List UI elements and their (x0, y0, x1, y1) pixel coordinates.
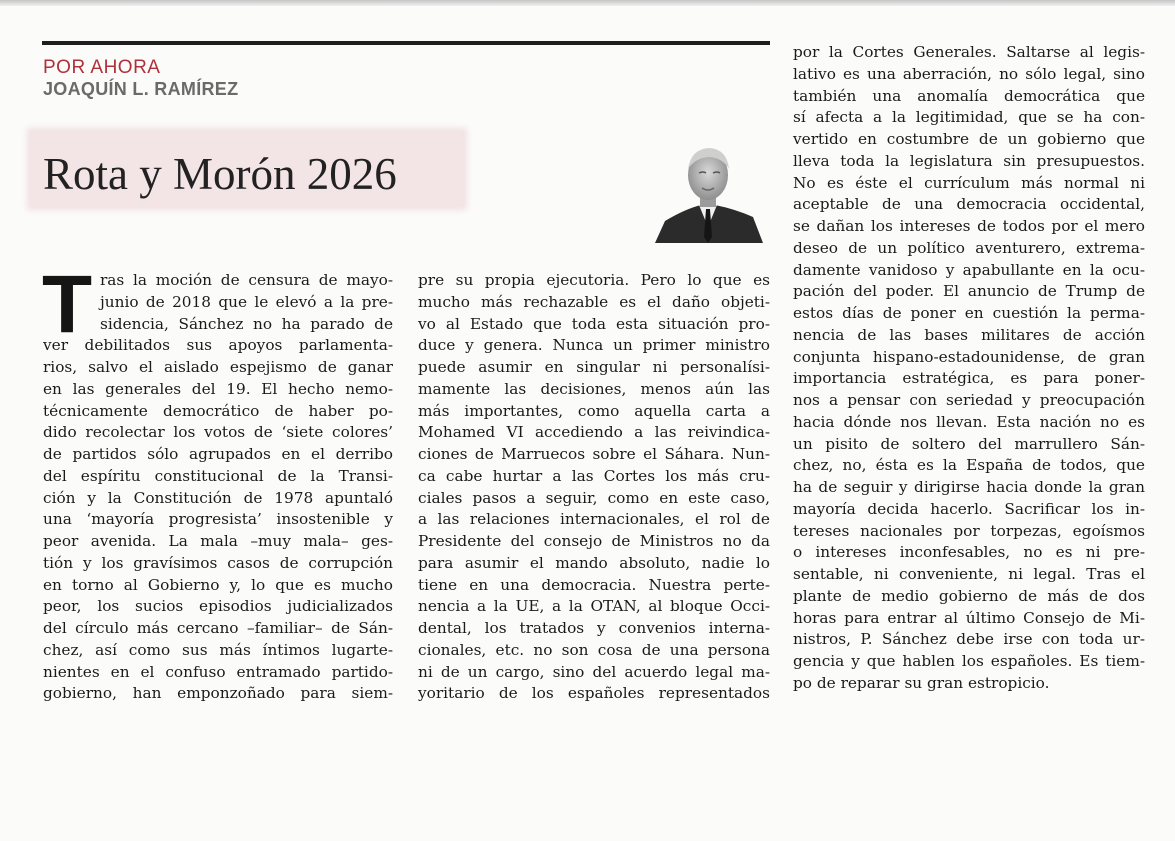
article-column-1 (43, 270, 393, 705)
text-line-last: po de reparar su gran estropicio. (793, 673, 1050, 692)
text-line: ción y la Constitución de 1978 apuntaló (43, 488, 393, 507)
text-line: ciones de Marruecos sobre el Sáhara. Nun- (418, 445, 770, 463)
text-line: dido recolectar los votos de ‘siete colores’ (43, 423, 393, 442)
text-line: de partidos sólo agrupados en el derribo (43, 445, 393, 463)
text-line: también una anomalía democrática que (793, 86, 1145, 105)
text-line: un pisito de soltero del marrullero Sán- (793, 434, 1145, 453)
text-line: del espíritu constitucional de la Transi- (43, 466, 393, 485)
text-line: deseo de un político aventurero, extrema- (793, 238, 1145, 257)
text-line: en torno al Gobierno y, lo que es mucho (43, 575, 393, 594)
text-line: rios, salvo el aislado espejismo de ganar (43, 358, 393, 376)
text-line: por la Cortes Generales. Saltarse al legis- (793, 43, 1145, 61)
text-line: más importantes, como aquella carta a (418, 401, 770, 420)
text-line: chez, no, ésta es la España de todos, que (793, 456, 1145, 475)
section-label: POR AHORA (43, 57, 161, 78)
text-line: duce y genera. Nunca un primer ministro (418, 336, 770, 355)
author-byline: JOAQUÍN L. RAMÍREZ (43, 79, 239, 99)
text-line: sentable, ni conveniente, ni legal. Tras el (793, 565, 1145, 583)
text-line: pre su propia ejecutoria. Pero lo que es (418, 271, 770, 289)
text-line: ver debilitados sus apoyos parlamenta- (43, 336, 393, 355)
text-line: cionales, etc. no son cosa de una persona (418, 640, 770, 659)
text-line: mamente las decisiones, menos aún las (418, 379, 770, 398)
text-line: plante de medio gobierno de más de dos (793, 586, 1145, 605)
text-line: ca cabe hurtar a las Cortes los más cru- (418, 466, 770, 485)
text-line: ras la moción de censura de mayo- (100, 271, 393, 289)
drop-cap-letter: T (42, 270, 93, 334)
text-line: ha de seguir y dirigirse hacia donde la gran (793, 478, 1145, 496)
text-line: yoritario de los españoles representados (418, 684, 770, 703)
text-line: sí afecta a la legitimidad, que se ha con- (793, 108, 1145, 127)
header-rule (42, 41, 770, 45)
text-line: ciales pasos a seguir, como en este caso, (418, 488, 770, 507)
text-line: aceptable de una democracia occidental, (793, 195, 1145, 214)
text-line: dental, los tratados y convenios interna- (418, 619, 770, 637)
text-line: se dañan los intereses de todos por el mero (793, 217, 1145, 235)
text-line: nientes en el confuso entramado partido- (43, 662, 393, 681)
text-line: tión y los gravísimos casos de corrupción (43, 553, 393, 572)
article-column-3 (793, 42, 1145, 695)
text-line: pación del poder. El anuncio de Trump de (793, 282, 1145, 301)
text-line: lleva toda la legislatura sin presupuestos. (793, 151, 1145, 170)
author-photo (655, 143, 763, 243)
text-line: tiene en una democracia. Nuestra perte- (418, 575, 770, 594)
text-line: No es éste el currículum más normal ni (793, 173, 1145, 192)
text-line: Presidente del consejo de Ministros no da (418, 532, 770, 550)
text-line: una ‘mayoría progresista’ insostenible y (43, 510, 393, 529)
text-line: peor, los sucios episodios judicializados (43, 597, 393, 616)
text-line: puede asumir en singular ni personalísi- (418, 358, 770, 376)
text-line: ni de un cargo, sino del acuerdo legal ma- (418, 662, 770, 681)
text-line: del círculo más cercano –familiar– de Sán- (43, 619, 393, 637)
text-line: o intereses inconfesables, no es ni pre- (793, 543, 1145, 562)
text-line: hacia dónde nos llevan. Esta nación no es (793, 412, 1145, 431)
text-line: para asumir el mando absoluto, nadie lo (418, 553, 770, 572)
article-title: Rota y Morón 2026 (43, 149, 397, 199)
text-line: gobierno, han emponzoñado para siem- (43, 684, 393, 703)
text-line: en las generales del 19. El hecho nemo- (43, 379, 393, 398)
text-line: junio de 2018 que le elevó a la pre- (100, 292, 393, 311)
text-line: nos a pensar con seriedad y preocupación (793, 391, 1145, 409)
text-line: lativo es una aberración, no sólo legal, sino (793, 64, 1145, 83)
text-line: Mohamed VI accediendo a las reivindica- (418, 423, 770, 442)
text-line: a las relaciones internacionales, el rol de (418, 510, 770, 529)
previous-article-bleed (0, 0, 1175, 6)
text-line: conjunta hispano-estadounidense, de gran (793, 347, 1145, 366)
text-line: peor avenida. La mala –muy mala– ges- (43, 532, 393, 550)
text-line: vo al Estado que toda esta situación pro- (418, 314, 770, 333)
text-line: vertido en costumbre de un gobierno que (793, 130, 1145, 148)
text-line: importancia estratégica, es para poner- (793, 369, 1145, 388)
text-line: damente vanidoso y apabullante en la ocu- (793, 260, 1145, 279)
text-line: nencia a la UE, a la OTAN, al bloque Occi- (418, 597, 770, 616)
text-line: horas para entrar al último Consejo de Mi- (793, 608, 1145, 627)
text-line: gencia y que hablen los españoles. Es tiem- (793, 652, 1145, 670)
text-line: mucho más rechazable es el daño objeti- (418, 292, 770, 311)
text-line: mayoría decida hacerlo. Sacrificar los in- (793, 499, 1145, 518)
text-line: sidencia, Sánchez no ha parado de (100, 314, 393, 333)
article-column-2 (418, 270, 770, 705)
text-line: chez, así como sus más íntimos lugarte- (43, 640, 393, 659)
text-line: tereses nacionales por torpezas, egoísmos (793, 521, 1145, 540)
text-line: estos días de poner en cuestión la perma- (793, 304, 1145, 322)
text-line: técnicamente democrático de haber po- (43, 401, 393, 420)
text-line: nencia de las bases militares de acción (793, 325, 1145, 344)
text-line: nistros, P. Sánchez debe irse con toda ur- (793, 630, 1145, 649)
